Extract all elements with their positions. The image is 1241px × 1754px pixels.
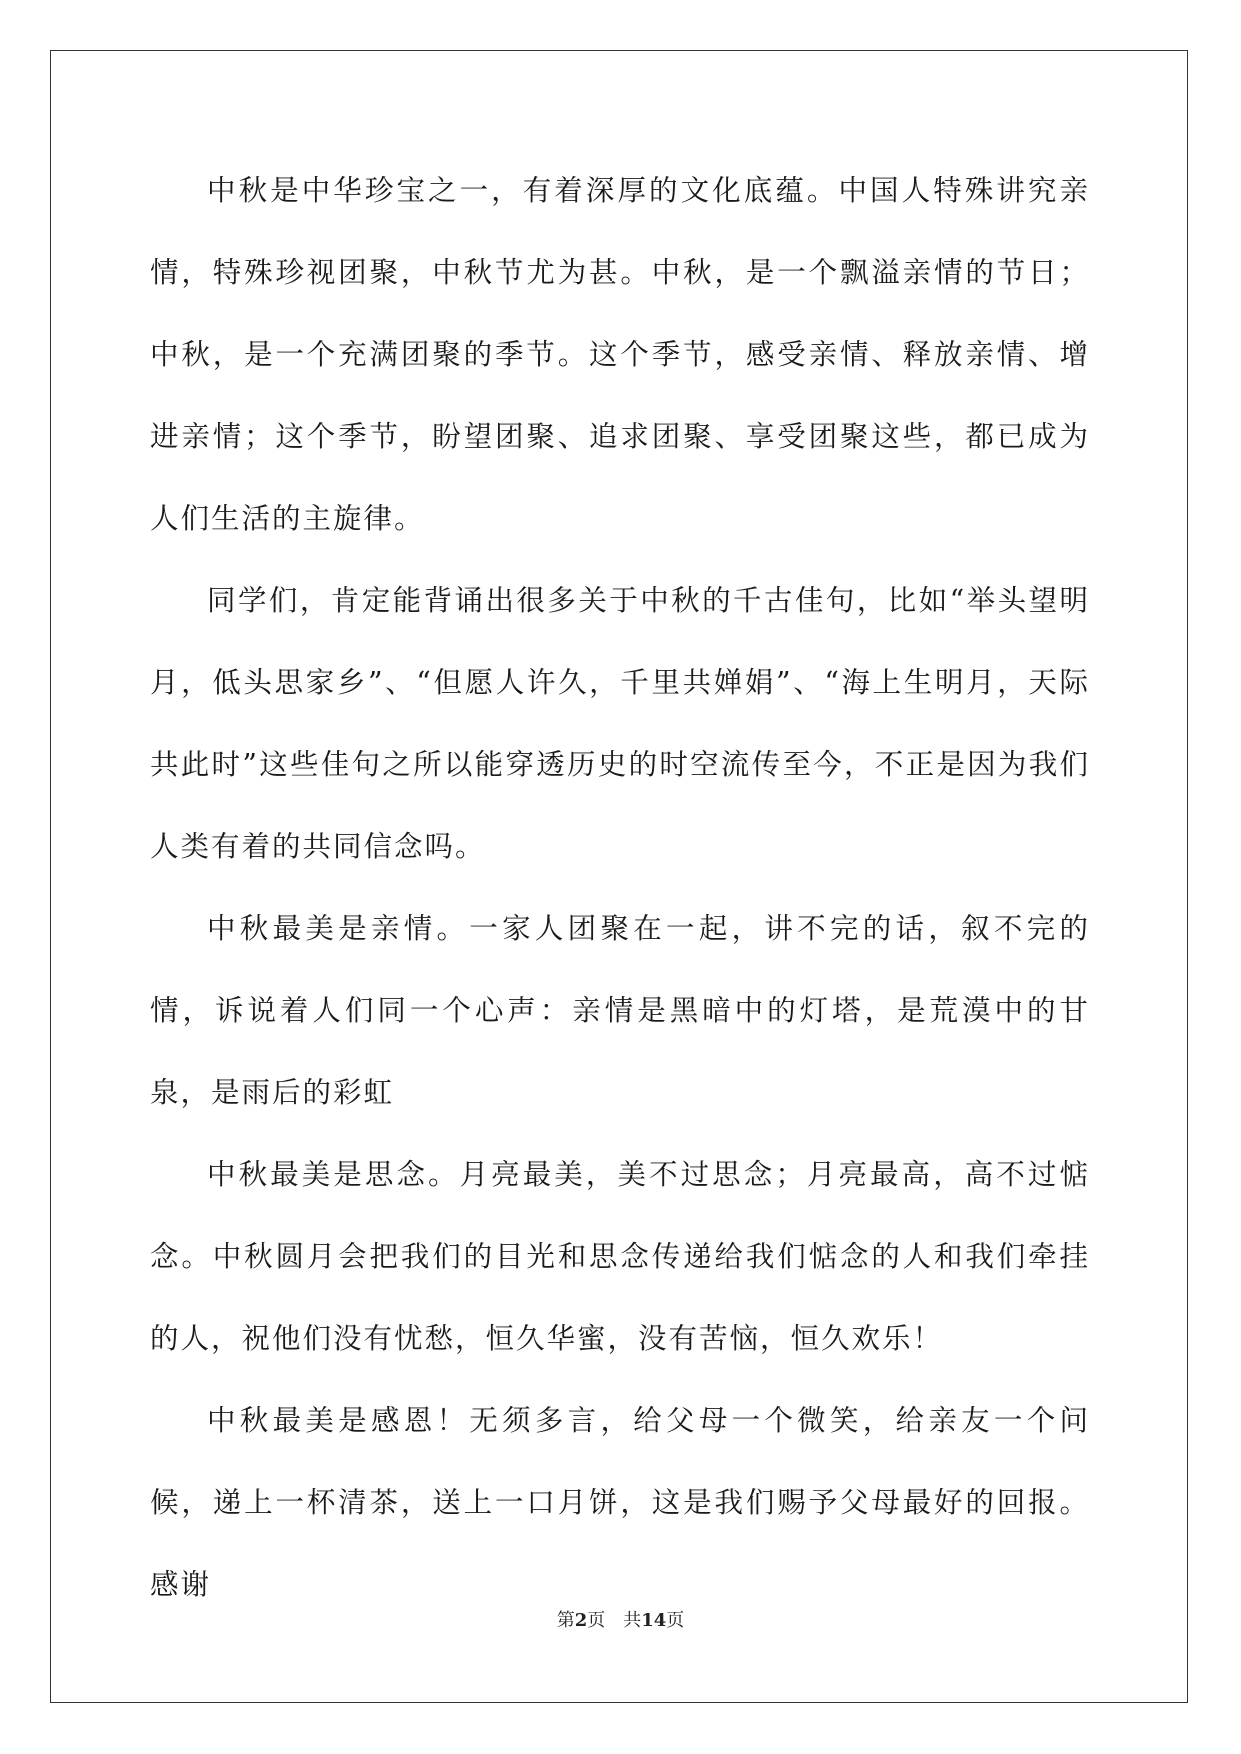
page-number-label: [557, 1610, 606, 1631]
total-suffix: 页: [666, 1610, 685, 1631]
page-prefix: 第: [556, 1610, 575, 1631]
page-footer: [0, 1606, 1241, 1632]
page-suffix: 页: [587, 1610, 606, 1631]
paragraph-5: 中秋最美是感恩！无须多言，给父母一个微笑，给亲友一个问候，递上一杯清茶，送上一口月饼，这是我们赐予父母最好的回报。感谢: [150, 1404, 1090, 1601]
total-pages-label: [623, 1610, 684, 1631]
paragraph-1: 中秋是中华珍宝之一，有着深厚的文化底蕴。中国人特殊讲究亲情，特殊珍视团聚，中秋节尤为甚。中秋，是一个飘溢亲情的节日；中秋，是一个充满团聚的季节。这个季节，感受亲情、释放亲情、增进亲情；这个季节，盼望团聚、追求团聚、享受团聚这些，都已成为人们生活的主旋律。: [150, 174, 1090, 535]
total-pages: 14: [641, 1610, 667, 1631]
total-prefix: 共: [623, 1610, 642, 1631]
paragraph-2: 同学们，肯定能背诵出很多关于中秋的千古佳句，比如“举头望明月，低头思家乡”、“但愿人许久，千里共婵娟”、“海上生明月，天际共此时”这些佳句之所以能穿透历史的时空流传至今，不正是因为我们人类有着的共同信念吗。: [150, 584, 1090, 863]
page-number: 2: [574, 1610, 588, 1631]
paragraph-3: 中秋最美是亲情。一家人团聚在一起，讲不完的话，叙不完的情，诉说着人们同一个心声：亲情是黑暗中的灯塔，是荒漠中的甘泉，是雨后的彩虹: [150, 912, 1090, 1109]
paragraph-4: 中秋最美是思念。月亮最美，美不过思念；月亮最高，高不过惦念。中秋圆月会把我们的目光和思念传递给我们惦念的人和我们牵挂的人，祝他们没有忧愁，恒久华蜜，没有苦恼，恒久欢乐！: [150, 1158, 1090, 1355]
document-body: [150, 150, 1090, 1626]
